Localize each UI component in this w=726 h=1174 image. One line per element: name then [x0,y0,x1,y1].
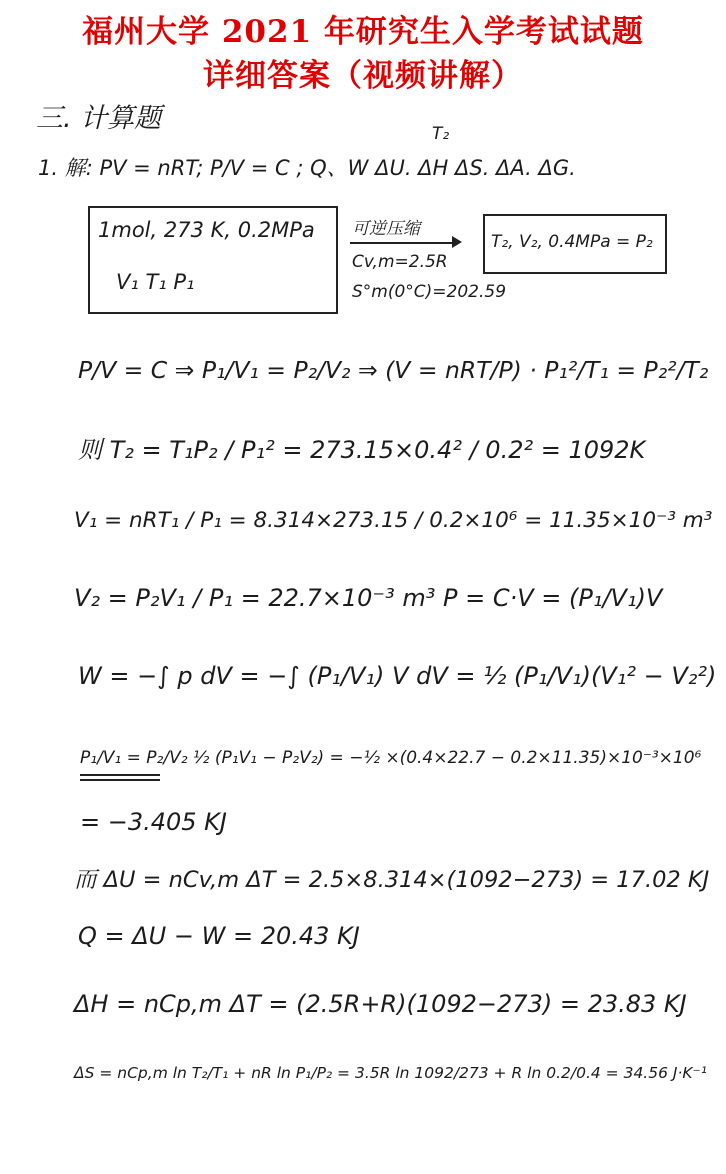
equation-2: 则 T₂ = T₁P₂ / P₁² = 273.15×0.4² / 0.2² = 1092K [78,436,646,464]
equation-7: = −3.405 KJ [80,808,227,836]
equation-11: ΔS = nCp,m ln T₂/T₁ + nR ln P₁/P₂ = 3.5R ln 1092/273 + R ln 0.2/0.4 = 34.56 J·K⁻¹ [74,1064,707,1082]
section-heading: 三. 计算题 [36,103,162,134]
initial-state-values: 1mol, 273 K, 0.2MPa [98,218,315,242]
equation-4: V₂ = P₂V₁ / P₁ = 22.7×10⁻³ m³ P = C·V = (P₁/V₁)V [74,584,663,612]
equation-6: P₁/V₁ = P₂/V₂ ½ (P₁V₁ − P₂V₂) = −½ ×(0.4×22.7 − 0.2×11.35)×10⁻³×10⁶ [80,748,702,768]
equation-10: ΔH = nCp,m ΔT = (2.5R+R)(1092−273) = 23.83 KJ [74,990,687,1018]
heat-capacity-note: Cv,m=2.5R [352,252,448,272]
exam-subtitle: 详细答案（视频讲解） [203,58,523,94]
final-state-values: T₂, V₂, 0.4MPa = P₂ [491,232,653,252]
exam-title: 福州大学 2021 年研究生入学考试试题 [82,14,644,50]
t2-note: T₂ [432,124,450,144]
arrow-head-icon [452,236,462,248]
process-label: 可逆压缩 [352,219,420,239]
equation-8: 而 ΔU = nCv,m ΔT = 2.5×8.314×(1092−273) = 17.02 KJ [74,867,710,893]
process-arrow [350,242,454,244]
underline-1 [80,774,160,776]
equation-3: V₁ = nRT₁ / P₁ = 8.314×273.15 / 0.2×10⁶ = 11.35×10⁻³ m³ [74,508,713,533]
final-state-box [483,214,667,274]
underline-2 [80,779,160,781]
standard-entropy-note: S°m(0°C)=202.59 [352,282,507,302]
equation-9: Q = ΔU − W = 20.43 KJ [78,922,360,950]
solution-line-1: 1. 解: PV = nRT; P/V = C ; Q、W ΔU. ΔH ΔS. ΔA. ΔG. [38,156,576,180]
initial-state-symbols: V₁ T₁ P₁ [116,270,195,294]
initial-state-box [88,206,338,314]
equation-5: W = −∫ p dV = −∫ (P₁/V₁) V dV = ½ (P₁/V₁)(V₁² − V₂²) [78,662,717,690]
equation-1: P/V = C ⇒ P₁/V₁ = P₂/V₂ ⇒ (V = nRT/P) · P₁²/T₁ = P₂²/T₂ [78,356,709,384]
